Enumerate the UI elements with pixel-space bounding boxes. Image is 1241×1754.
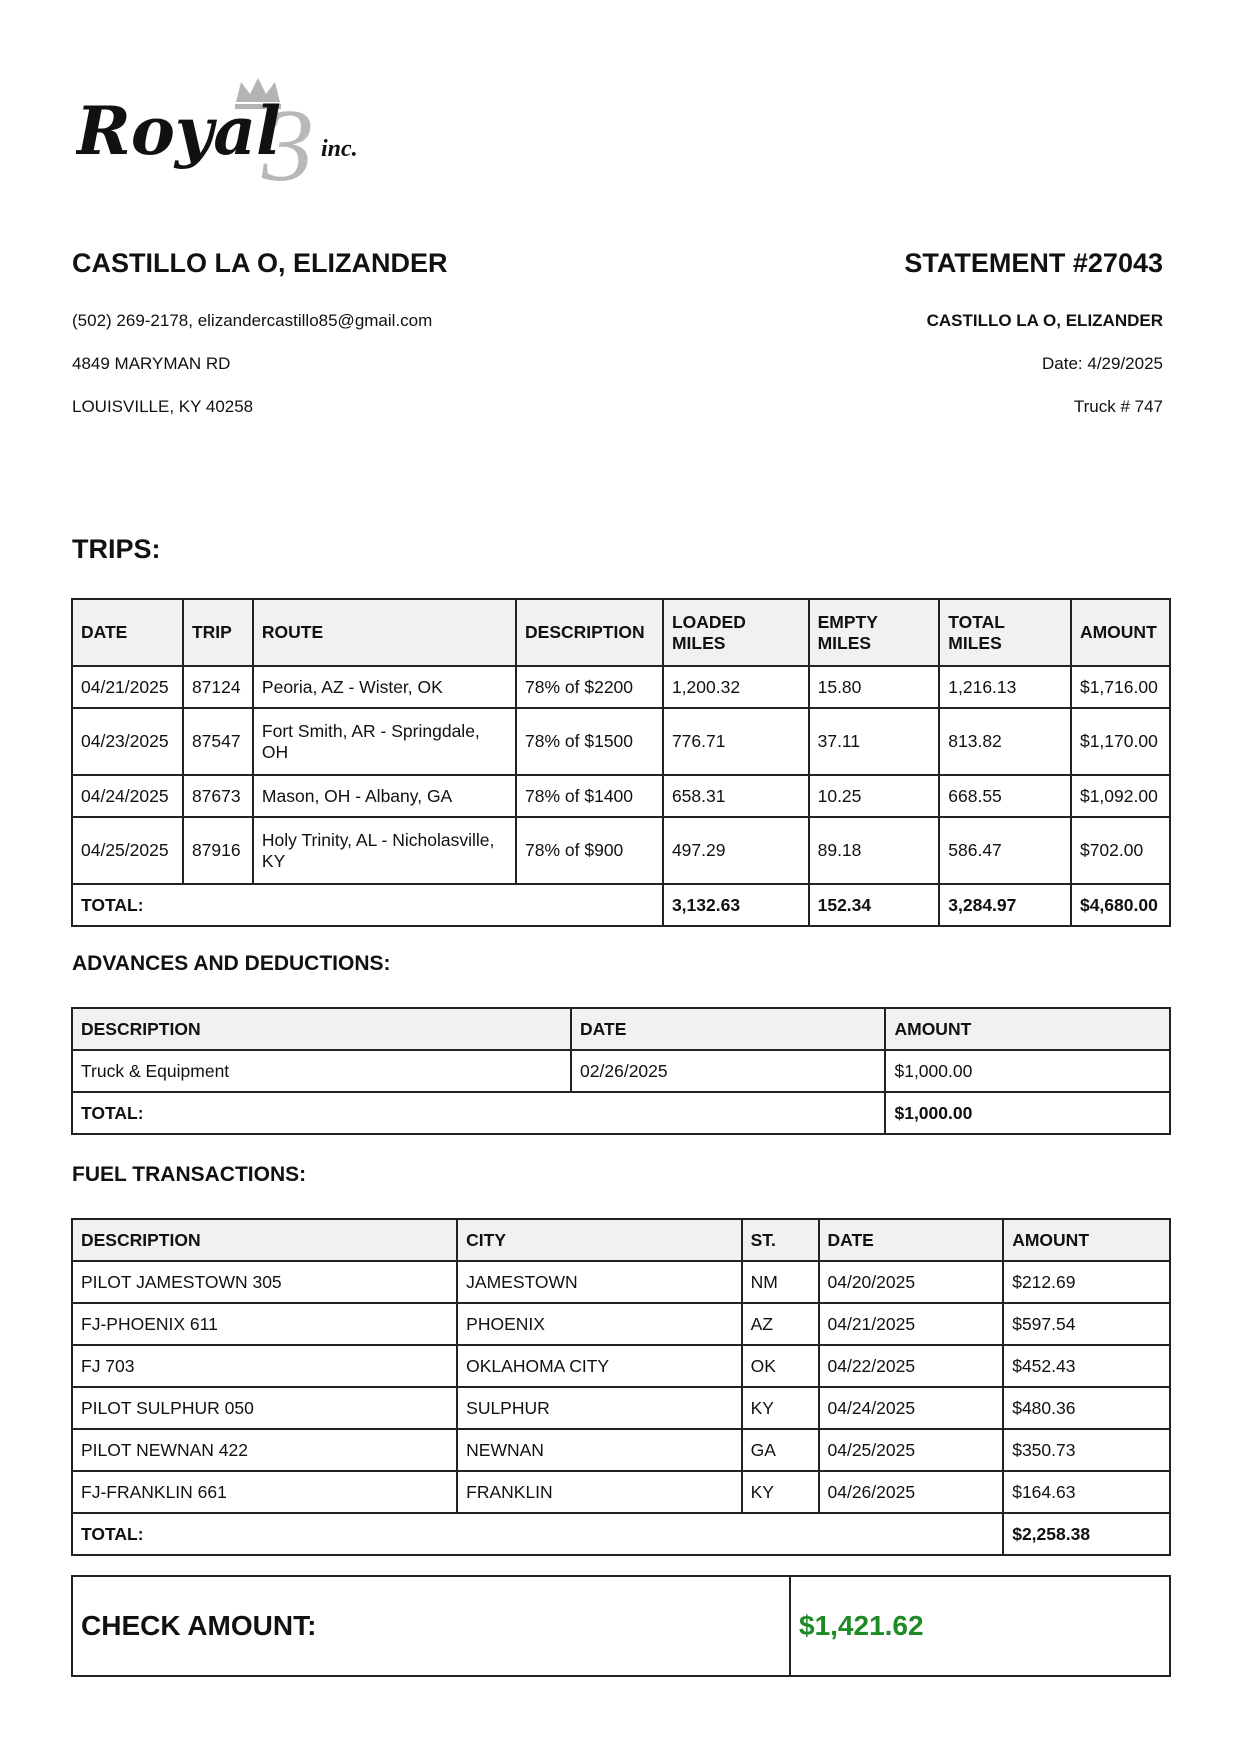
- cell-empty-miles: 37.11: [809, 708, 940, 775]
- table-row: [72, 1471, 1170, 1513]
- col-header-date: DATE: [72, 599, 183, 666]
- cell-city: FRANKLIN: [457, 1471, 741, 1513]
- statement-date: Date: 4/29/2025: [1042, 354, 1163, 373]
- col-header-empty-miles: EMPTY MILES: [809, 599, 940, 666]
- table-row: [72, 1261, 1170, 1303]
- cell-loaded-miles: 658.31: [663, 775, 809, 817]
- cell-description: 78% of $900: [516, 817, 663, 884]
- cell-amount: $1,716.00: [1071, 666, 1170, 708]
- company-logo: [76, 76, 386, 194]
- fuel-header-row: [72, 1219, 1170, 1261]
- col-header-city: CITY: [457, 1219, 741, 1261]
- fuel-table: [71, 1218, 1171, 1556]
- advances-table: [71, 1007, 1171, 1135]
- trips-header-row: [72, 599, 1170, 666]
- cell-city: OKLAHOMA CITY: [457, 1345, 741, 1387]
- cell-description: FJ 703: [72, 1345, 457, 1387]
- driver-contact: (502) 269-2178, elizandercastillo85@gmail.com: [72, 311, 433, 330]
- cell-loaded-miles: 776.71: [663, 708, 809, 775]
- total-miles: 3,284.97: [939, 884, 1071, 926]
- total-empty-miles: 152.34: [809, 884, 940, 926]
- check-amount-box: [71, 1575, 1171, 1677]
- cell-date: 04/26/2025: [819, 1471, 1004, 1513]
- cell-amount: $1,170.00: [1071, 708, 1170, 775]
- total-label: TOTAL:: [72, 884, 663, 926]
- cell-total-miles: 1,216.13: [939, 666, 1071, 708]
- table-row: [72, 775, 1170, 817]
- col-header-date: DATE: [571, 1008, 885, 1050]
- cell-amount: $1,092.00: [1071, 775, 1170, 817]
- col-header-amount: AMOUNT: [1003, 1219, 1170, 1261]
- cell-date: 04/23/2025: [72, 708, 183, 775]
- cell-total-miles: 668.55: [939, 775, 1071, 817]
- cell-amount: $350.73: [1003, 1429, 1170, 1471]
- statement-title: STATEMENT #27043: [904, 248, 1163, 278]
- cell-date: 04/25/2025: [819, 1429, 1004, 1471]
- cell-route: Fort Smith, AR - Springdale, OH: [253, 708, 516, 775]
- cell-city: SULPHUR: [457, 1387, 741, 1429]
- col-header-amount: AMOUNT: [1071, 599, 1170, 666]
- cell-trip: 87916: [183, 817, 253, 884]
- cell-city: PHOENIX: [457, 1303, 741, 1345]
- col-header-date: DATE: [819, 1219, 1004, 1261]
- cell-state: KY: [742, 1387, 819, 1429]
- cell-empty-miles: 10.25: [809, 775, 940, 817]
- cell-date: 04/21/2025: [72, 666, 183, 708]
- cell-date: 04/22/2025: [819, 1345, 1004, 1387]
- cell-total-miles: 813.82: [939, 708, 1071, 775]
- cell-state: NM: [742, 1261, 819, 1303]
- cell-amount: $164.63: [1003, 1471, 1170, 1513]
- cell-date: 04/24/2025: [72, 775, 183, 817]
- table-row: [72, 1429, 1170, 1471]
- cell-description: Truck & Equipment: [72, 1050, 571, 1092]
- check-amount-value: $1,421.62: [790, 1576, 1170, 1676]
- col-header-total-miles: TOTAL MILES: [939, 599, 1071, 666]
- cell-amount: $597.54: [1003, 1303, 1170, 1345]
- cell-description: PILOT SULPHUR 050: [72, 1387, 457, 1429]
- truck-number: Truck # 747: [1073, 397, 1163, 416]
- cell-city: JAMESTOWN: [457, 1261, 741, 1303]
- cell-date: 04/20/2025: [819, 1261, 1004, 1303]
- cell-loaded-miles: 497.29: [663, 817, 809, 884]
- cell-city: NEWNAN: [457, 1429, 741, 1471]
- col-header-loaded-miles: LOADED MILES: [663, 599, 809, 666]
- advances-header-row: [72, 1008, 1170, 1050]
- cell-amount: $212.69: [1003, 1261, 1170, 1303]
- cell-state: OK: [742, 1345, 819, 1387]
- fuel-total-row: [72, 1513, 1170, 1555]
- logo-text: Royal: [76, 92, 282, 170]
- cell-amount: $1,000.00: [885, 1050, 1170, 1092]
- cell-date: 04/21/2025: [819, 1303, 1004, 1345]
- cell-date: 04/25/2025: [72, 817, 183, 884]
- cell-trip: 87124: [183, 666, 253, 708]
- cell-description: FJ-FRANKLIN 661: [72, 1471, 457, 1513]
- col-header-description: DESCRIPTION: [72, 1219, 457, 1261]
- cell-description: 78% of $2200: [516, 666, 663, 708]
- driver-address-line1: 4849 MARYMAN RD: [72, 354, 231, 373]
- col-header-amount: AMOUNT: [885, 1008, 1170, 1050]
- trips-table: [71, 598, 1171, 927]
- logo-suffix: inc.: [321, 136, 358, 162]
- cell-empty-miles: 89.18: [809, 817, 940, 884]
- total-label: TOTAL:: [72, 1513, 1003, 1555]
- cell-description: PILOT NEWNAN 422: [72, 1429, 457, 1471]
- driver-address-line2: LOUISVILLE, KY 40258: [72, 397, 254, 416]
- total-amount: $4,680.00: [1071, 884, 1170, 926]
- table-row: [72, 666, 1170, 708]
- check-amount-label: CHECK AMOUNT:: [72, 1576, 790, 1676]
- advances-total-row: [72, 1092, 1170, 1134]
- total-amount: $1,000.00: [885, 1092, 1170, 1134]
- cell-amount: $480.36: [1003, 1387, 1170, 1429]
- fuel-title: FUEL TRANSACTIONS:: [72, 1163, 307, 1186]
- cell-state: GA: [742, 1429, 819, 1471]
- table-row: [72, 1303, 1170, 1345]
- cell-route: Mason, OH - Albany, GA: [253, 775, 516, 817]
- table-row: [72, 1387, 1170, 1429]
- cell-total-miles: 586.47: [939, 817, 1071, 884]
- cell-route: Peoria, AZ - Wister, OK: [253, 666, 516, 708]
- table-row: [72, 1345, 1170, 1387]
- trips-total-row: [72, 884, 1170, 926]
- col-header-state: ST.: [742, 1219, 819, 1261]
- total-label: TOTAL:: [72, 1092, 885, 1134]
- cell-amount: $452.43: [1003, 1345, 1170, 1387]
- logo-numeral: 3: [262, 88, 314, 194]
- table-row: [72, 708, 1170, 775]
- cell-trip: 87673: [183, 775, 253, 817]
- cell-state: AZ: [742, 1303, 819, 1345]
- total-loaded-miles: 3,132.63: [663, 884, 809, 926]
- cell-trip: 87547: [183, 708, 253, 775]
- total-amount: $2,258.38: [1003, 1513, 1170, 1555]
- trips-title: TRIPS:: [72, 534, 161, 564]
- cell-description: PILOT JAMESTOWN 305: [72, 1261, 457, 1303]
- table-row: [72, 817, 1170, 884]
- cell-date: 04/24/2025: [819, 1387, 1004, 1429]
- cell-description: 78% of $1400: [516, 775, 663, 817]
- col-header-description: DESCRIPTION: [72, 1008, 571, 1050]
- advances-title: ADVANCES AND DEDUCTIONS:: [72, 952, 391, 975]
- table-row: [72, 1050, 1170, 1092]
- cell-description: FJ-PHOENIX 611: [72, 1303, 457, 1345]
- driver-name: CASTILLO LA O, ELIZANDER: [72, 248, 448, 278]
- statement-driver-name: CASTILLO LA O, ELIZANDER: [926, 311, 1163, 330]
- cell-loaded-miles: 1,200.32: [663, 666, 809, 708]
- col-header-route: ROUTE: [253, 599, 516, 666]
- cell-date: 02/26/2025: [571, 1050, 885, 1092]
- cell-state: KY: [742, 1471, 819, 1513]
- cell-description: 78% of $1500: [516, 708, 663, 775]
- col-header-description: DESCRIPTION: [516, 599, 663, 666]
- cell-empty-miles: 15.80: [809, 666, 940, 708]
- col-header-trip: TRIP: [183, 599, 253, 666]
- cell-amount: $702.00: [1071, 817, 1170, 884]
- cell-route: Holy Trinity, AL - Nicholasville, KY: [253, 817, 516, 884]
